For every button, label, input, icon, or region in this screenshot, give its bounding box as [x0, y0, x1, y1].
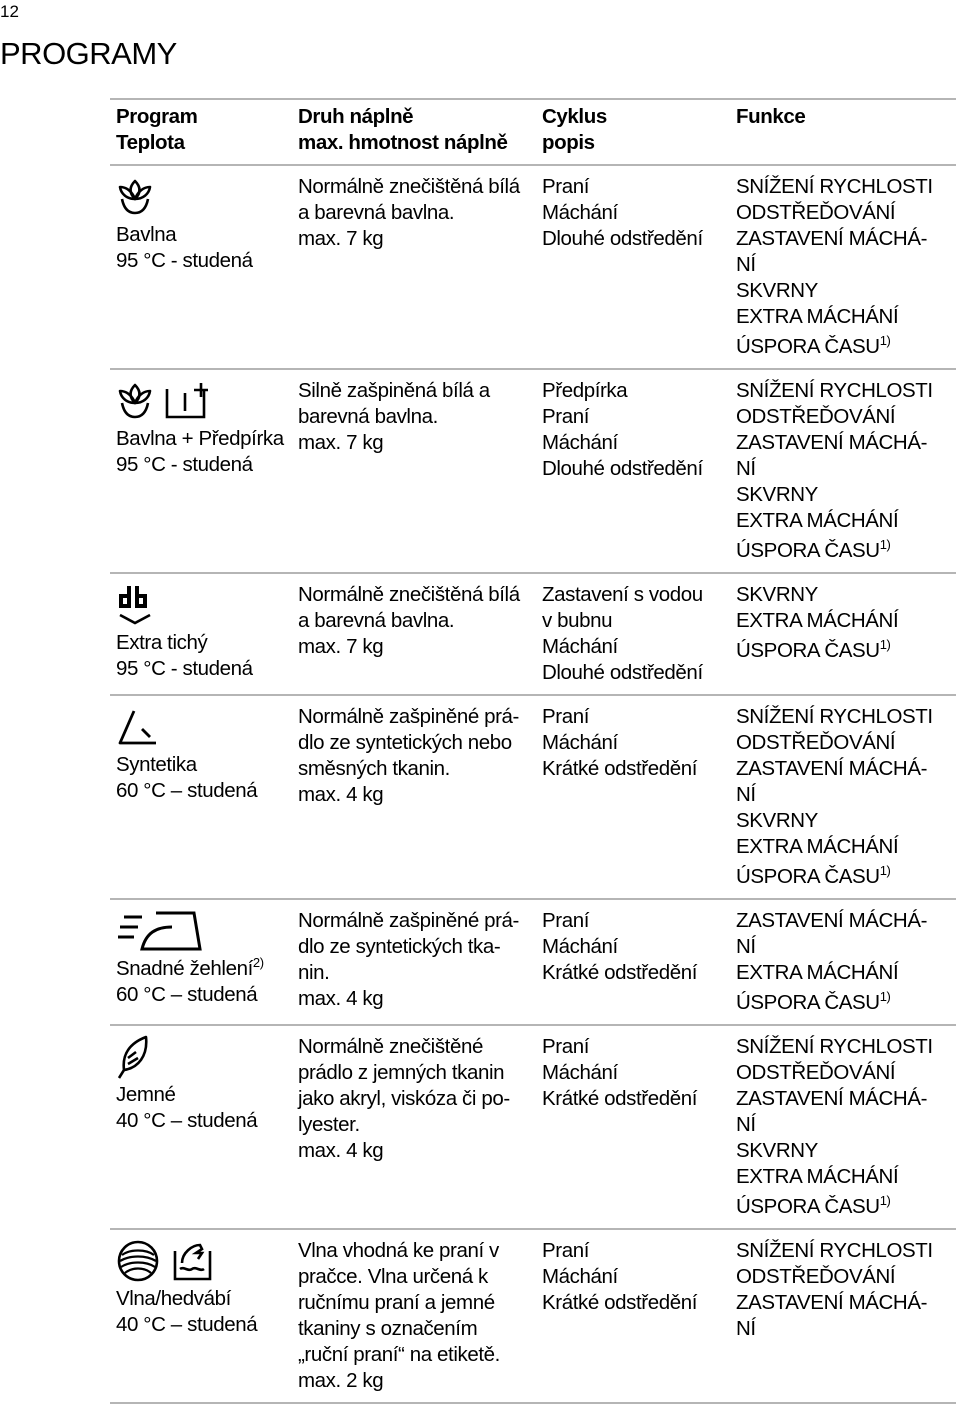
functions-cell — [736, 900, 956, 1016]
functions-cell — [736, 696, 956, 890]
program-temperature: 40 °C – studená — [116, 1109, 258, 1132]
function-text: ÚSPORA ČASU — [736, 865, 880, 888]
table-row — [110, 898, 956, 1024]
header-line: popis — [542, 131, 595, 154]
header-line: Cyklus — [542, 105, 607, 128]
program-name: Bavlna — [116, 223, 177, 246]
function-text: SKVRNY — [736, 583, 818, 606]
function-line — [736, 934, 956, 960]
load-cell — [298, 370, 542, 564]
hand-wash-icon — [172, 1239, 214, 1283]
program-name-line — [116, 956, 298, 982]
programs-table — [110, 98, 956, 1404]
program-name: Bavlna + Předpírka — [116, 427, 284, 450]
header-line: Funkce — [736, 105, 806, 128]
cycle-cell — [542, 574, 736, 686]
synthetics-triangle-icon — [116, 707, 160, 747]
header-line: Druh náplně — [298, 105, 414, 128]
function-text: SKVRNY — [736, 483, 818, 506]
footnote-ref: 2) — [252, 955, 264, 970]
prewash-tub-icon — [164, 381, 212, 421]
load-line: dlo ze syntetických nebo — [298, 731, 512, 754]
load-line: barevná bavlna. — [298, 405, 438, 428]
function-line — [736, 1238, 956, 1264]
cycle-line: Máchání — [542, 935, 618, 958]
program-cell — [110, 696, 298, 890]
cycle-cell — [542, 900, 736, 1016]
function-line — [736, 200, 956, 226]
footnote-ref: 1) — [879, 333, 891, 348]
function-line — [736, 1060, 956, 1086]
header-line: Teplota — [116, 131, 185, 154]
load-line: max. 7 kg — [298, 431, 384, 454]
function-line — [736, 756, 956, 782]
footnote-ref: 1) — [879, 989, 891, 1004]
cycle-line: Krátké odstředění — [542, 757, 698, 780]
load-line: Normálně znečištěné — [298, 1035, 483, 1058]
cycle-cell — [542, 696, 736, 890]
function-line — [736, 782, 956, 808]
program-icons — [116, 704, 298, 750]
cycle-line: Praní — [542, 1239, 589, 1262]
function-text: EXTRA MÁCHÁNÍ — [736, 609, 899, 632]
cycle-line: Praní — [542, 405, 589, 428]
function-line — [736, 538, 956, 564]
program-name: Extra tichý — [116, 631, 208, 654]
table-row — [110, 164, 956, 368]
cycle-line: Máchání — [542, 431, 618, 454]
table-row — [110, 572, 956, 694]
program-temperature: 95 °C - studená — [116, 657, 253, 680]
load-cell — [298, 166, 542, 360]
program-name: Syntetika — [116, 753, 197, 776]
function-line — [736, 1164, 956, 1190]
function-line — [736, 990, 956, 1016]
function-text: ZASTAVENÍ MÁCHÁ- — [736, 909, 928, 932]
cycle-line: Krátké odstředění — [542, 961, 698, 984]
function-text: NÍ — [736, 253, 756, 276]
load-line: Silně zašpiněná bílá a — [298, 379, 490, 402]
function-line — [736, 404, 956, 430]
program-temperature: 95 °C - studená — [116, 453, 253, 476]
function-line — [736, 278, 956, 304]
function-text: ÚSPORA ČASU — [736, 1195, 880, 1218]
function-line — [736, 1086, 956, 1112]
program-cell — [110, 1026, 298, 1220]
function-line — [736, 1034, 956, 1060]
function-text: NÍ — [736, 935, 756, 958]
load-line: max. 7 kg — [298, 635, 384, 658]
page-number: 12 — [0, 2, 19, 21]
table-row — [110, 368, 956, 572]
load-line: Normálně znečištěná bílá — [298, 175, 520, 198]
easy-iron-icon — [116, 909, 206, 953]
function-text: EXTRA MÁCHÁNÍ — [736, 1165, 899, 1188]
header-line: max. hmotnost náplně — [298, 131, 508, 154]
load-line: směsných tkanin. — [298, 757, 450, 780]
function-text: NÍ — [736, 457, 756, 480]
header-functions — [736, 100, 956, 164]
load-line: a barevná bavlna. — [298, 201, 455, 224]
cycle-line: Dlouhé odstředění — [542, 661, 703, 684]
function-line — [736, 1264, 956, 1290]
function-text: NÍ — [736, 783, 756, 806]
cycle-cell — [542, 1026, 736, 1220]
cycle-line: Krátké odstředění — [542, 1291, 698, 1314]
footnote-ref: 1) — [879, 863, 891, 878]
cycle-line: Krátké odstředění — [542, 1087, 698, 1110]
load-line: prádlo z jemných tkanin — [298, 1061, 505, 1084]
load-line: jako akryl, viskóza či po- — [298, 1087, 510, 1110]
program-name-line — [116, 752, 298, 778]
program-name: Vlna/hedvábí — [116, 1287, 231, 1310]
function-line — [736, 430, 956, 456]
load-cell — [298, 696, 542, 890]
program-cell — [110, 574, 298, 686]
function-line — [736, 808, 956, 834]
function-text: ZASTAVENÍ MÁCHÁ- — [736, 1291, 928, 1314]
function-text: SKVRNY — [736, 279, 818, 302]
function-line — [736, 638, 956, 664]
section-title: PROGRAMY — [0, 36, 177, 71]
load-cell — [298, 900, 542, 1016]
table-row — [110, 1228, 956, 1404]
cycle-cell — [542, 166, 736, 360]
load-line: Normálně zašpiněné prá- — [298, 705, 519, 728]
header-load — [298, 100, 542, 164]
footnote-ref: 1) — [879, 537, 891, 552]
cycle-line: Praní — [542, 175, 589, 198]
function-text: ODSTŘEĎOVÁNÍ — [736, 201, 896, 224]
program-icons — [116, 1034, 298, 1080]
function-text: SNÍŽENÍ RYCHLOSTI — [736, 379, 933, 402]
function-line — [736, 1316, 956, 1342]
delicates-feather-icon — [116, 1034, 156, 1080]
program-name: Jemné — [116, 1083, 176, 1106]
program-icons — [116, 1238, 298, 1284]
load-line: tkaniny s označením — [298, 1317, 478, 1340]
program-cell — [110, 900, 298, 1016]
function-line — [736, 1138, 956, 1164]
cycle-line: Máchání — [542, 635, 618, 658]
functions-cell — [736, 574, 956, 686]
cotton-flower-icon — [116, 381, 154, 421]
functions-cell — [736, 1026, 956, 1220]
function-line — [736, 908, 956, 934]
load-line: ručnímu praní a jemné — [298, 1291, 495, 1314]
program-temperature: 60 °C – studená — [116, 983, 258, 1006]
cycle-cell — [542, 370, 736, 564]
function-line — [736, 508, 956, 534]
function-line — [736, 304, 956, 330]
function-text: SNÍŽENÍ RYCHLOSTI — [736, 175, 933, 198]
program-cell — [110, 370, 298, 564]
function-text: ÚSPORA ČASU — [736, 639, 880, 662]
function-line — [736, 1290, 956, 1316]
function-line — [736, 582, 956, 608]
function-line — [736, 378, 956, 404]
footnote-ref: 1) — [879, 1193, 891, 1208]
program-name-line — [116, 1286, 298, 1312]
load-line: nin. — [298, 961, 330, 984]
header-cycle — [542, 100, 736, 164]
load-line: Normálně znečištěná bílá — [298, 583, 520, 606]
load-cell — [298, 1230, 542, 1394]
function-line — [736, 1194, 956, 1220]
function-text: ÚSPORA ČASU — [736, 335, 880, 358]
function-line — [736, 456, 956, 482]
function-text: ODSTŘEĎOVÁNÍ — [736, 1265, 896, 1288]
function-line — [736, 1112, 956, 1138]
cycle-line: Praní — [542, 909, 589, 932]
function-line — [736, 482, 956, 508]
table-row — [110, 694, 956, 898]
function-line — [736, 730, 956, 756]
function-line — [736, 174, 956, 200]
cycle-line: Máchání — [542, 201, 618, 224]
function-text: SNÍŽENÍ RYCHLOSTI — [736, 705, 933, 728]
load-cell — [298, 1026, 542, 1220]
function-text: ZASTAVENÍ MÁCHÁ- — [736, 431, 928, 454]
functions-cell — [736, 370, 956, 564]
table-header-row — [110, 98, 956, 164]
function-text: EXTRA MÁCHÁNÍ — [736, 961, 899, 984]
function-line — [736, 608, 956, 634]
load-line: pračce. Vlna určená k — [298, 1265, 488, 1288]
cycle-line: Máchání — [542, 731, 618, 754]
load-line: Normálně zašpiněné prá- — [298, 909, 519, 932]
function-line — [736, 704, 956, 730]
cycle-line: v bubnu — [542, 609, 613, 632]
cycle-line: Máchání — [542, 1265, 618, 1288]
function-text: ÚSPORA ČASU — [736, 991, 880, 1014]
load-line: Vlna vhodná ke praní v — [298, 1239, 499, 1262]
load-line: max. 4 kg — [298, 1139, 384, 1162]
header-line: Program — [116, 105, 198, 128]
functions-cell — [736, 1230, 956, 1394]
header-program — [110, 100, 298, 164]
cotton-flower-icon — [116, 177, 154, 217]
load-line: dlo ze syntetických tka- — [298, 935, 501, 958]
functions-cell — [736, 166, 956, 360]
wool-ball-icon — [116, 1239, 162, 1283]
load-line: max. 4 kg — [298, 783, 384, 806]
function-line — [736, 960, 956, 986]
program-name-line — [116, 630, 298, 656]
function-text: SNÍŽENÍ RYCHLOSTI — [736, 1239, 933, 1262]
function-line — [736, 252, 956, 278]
cycle-line: Předpírka — [542, 379, 628, 402]
function-text: EXTRA MÁCHÁNÍ — [736, 305, 899, 328]
table-row — [110, 1024, 956, 1228]
function-text: EXTRA MÁCHÁNÍ — [736, 509, 899, 532]
function-text: EXTRA MÁCHÁNÍ — [736, 835, 899, 858]
function-text: NÍ — [736, 1317, 756, 1340]
function-text: ODSTŘEĎOVÁNÍ — [736, 405, 896, 428]
program-name-line — [116, 426, 298, 452]
cycle-line: Zastavení s vodou — [542, 583, 703, 606]
function-text: NÍ — [736, 1113, 756, 1136]
program-cell — [110, 1230, 298, 1394]
program-temperature: 95 °C - studená — [116, 249, 253, 272]
function-text: ODSTŘEĎOVÁNÍ — [736, 1061, 896, 1084]
program-name-line — [116, 222, 298, 248]
quiet-db-icon — [116, 584, 156, 626]
cycle-line: Máchání — [542, 1061, 618, 1084]
function-text: SNÍŽENÍ RYCHLOSTI — [736, 1035, 933, 1058]
load-line: a barevná bavlna. — [298, 609, 455, 632]
load-cell — [298, 574, 542, 686]
program-temperature: 60 °C – studená — [116, 779, 258, 802]
function-text: ODSTŘEĎOVÁNÍ — [736, 731, 896, 754]
program-name: Snadné žehlení — [116, 957, 253, 980]
program-cell — [110, 166, 298, 360]
load-line: max. 2 kg — [298, 1369, 384, 1392]
cycle-line: Praní — [542, 1035, 589, 1058]
program-temperature: 40 °C – studená — [116, 1313, 258, 1336]
program-icons — [116, 174, 298, 220]
program-name-line — [116, 1082, 298, 1108]
function-text: ZASTAVENÍ MÁCHÁ- — [736, 227, 928, 250]
load-line: lyester. — [298, 1113, 360, 1136]
cycle-line: Praní — [542, 705, 589, 728]
cycle-line: Dlouhé odstředění — [542, 457, 703, 480]
footnote-ref: 1) — [879, 637, 891, 652]
function-text: ZASTAVENÍ MÁCHÁ- — [736, 757, 928, 780]
function-text: SKVRNY — [736, 1139, 818, 1162]
program-icons — [116, 378, 298, 424]
cycle-line: Dlouhé odstředění — [542, 227, 703, 250]
program-icons — [116, 908, 298, 954]
function-text: SKVRNY — [736, 809, 818, 832]
load-line: max. 4 kg — [298, 987, 384, 1010]
load-line: max. 7 kg — [298, 227, 384, 250]
function-text: ZASTAVENÍ MÁCHÁ- — [736, 1087, 928, 1110]
function-text: ÚSPORA ČASU — [736, 539, 880, 562]
load-line: „ruční praní“ na etiketě. — [298, 1343, 500, 1366]
function-line — [736, 334, 956, 360]
cycle-cell — [542, 1230, 736, 1394]
program-icons — [116, 582, 298, 628]
function-line — [736, 834, 956, 860]
function-line — [736, 226, 956, 252]
function-line — [736, 864, 956, 890]
